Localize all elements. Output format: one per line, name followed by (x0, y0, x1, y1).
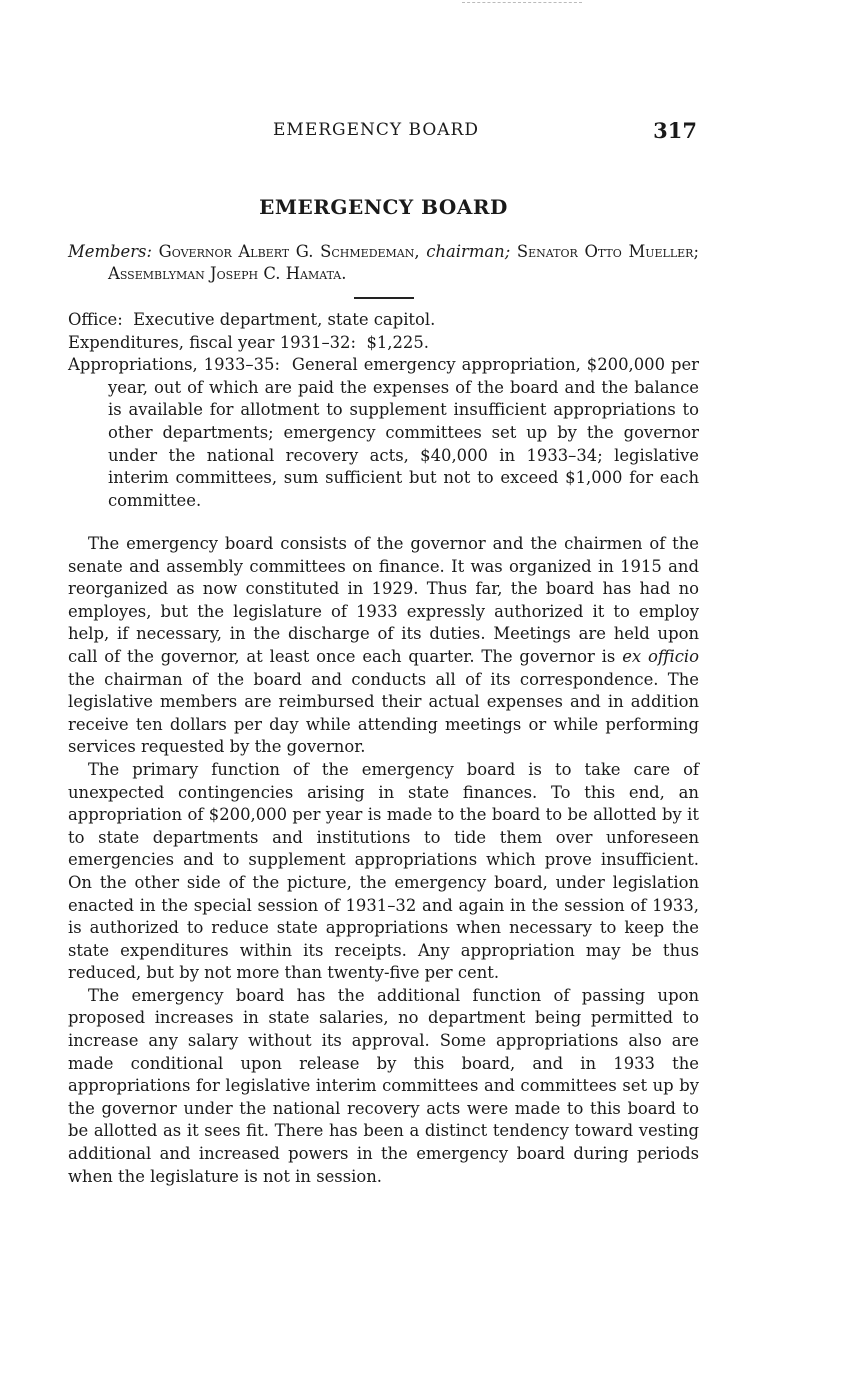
expenditures-label: Expenditures, fiscal year 1931–32: (68, 332, 357, 352)
paragraph-2: The primary function of the emergency board is to take care of unexpected contingencies arising in state finances. To this end, an appropriation of $200,000 per year is made to the board to be allotted by it to state departments and institutions to tide them over unforeseen emergencies and to supplement appropriations which prove insufficient. On the other side of the picture, the emergency board, under legislation enacted in the special session of 1931–32 and again in the session of 1933, is authorized to reduce state appropriations when necessary to keep the state expenditures within its receipts. Any appropriation may be thus reduced, but by not more than twenty-five per cent. (68, 759, 699, 983)
fact-expenditures (68, 332, 699, 355)
ex-officio-term: ex officio (622, 646, 699, 666)
body-text (68, 533, 699, 1188)
member-chairman-role: chairman; (426, 242, 511, 261)
section-divider (354, 297, 414, 299)
paragraph-3: The emergency board has the additional function of passing upon proposed increases in state salaries, no department being permitted to increase any salary without its approval. Some appropriations also are made conditional upon release by this board, and in 1933 the appropriations for legislative interim committees and committees set up by the governor under the national recovery acts were made to this board to be allotted as it sees fit. There has been a distinct tendency toward vesting additional and increased powers in the emergency board during periods when the legislature is not in session. (68, 985, 699, 1186)
paragraph-1-part-a: The emergency board consists of the governor and the chairmen of the senate and assembly committees on finance. It was organized in 1915 and reorganized as now constituted in 1929. Thus far, the board has had no employes, but the legislature of 1933 expressly authorized it to employ help, if necessary, in the discharge of its duties. Meetings are held upon call of the governor, at least once each quarter. The governor is (68, 534, 699, 666)
member-assemblyman: Assemblyman Joseph C. Hamata. (108, 264, 347, 283)
paragraph-1 (68, 533, 699, 759)
office-value: Executive department, state capitol. (133, 310, 436, 329)
members-list (68, 241, 699, 285)
office-label: Office: (68, 310, 123, 329)
top-edge-rule (462, 2, 582, 3)
members-label: Members: (68, 242, 152, 261)
fact-appropriations (68, 354, 699, 512)
expenditures-value: $1,225. (366, 332, 429, 352)
appropriations-label: Appropriations, 1933–35: (68, 355, 280, 375)
section-title: EMERGENCY BOARD (259, 195, 508, 219)
running-title: EMERGENCY BOARD (273, 120, 479, 140)
member-senator: Senator Otto Mueller; (516, 242, 699, 261)
member-governor: Governor Albert G. Schmedeman, (158, 242, 420, 261)
facts-block (68, 309, 699, 512)
paragraph-1-part-b: the chairman of the board and conducts all of its correspondence. The legislative members are reimbursed their actual expenses and in addition receive ten dollars per day while attending meetings or while performing services requested by the governor. (68, 669, 699, 757)
fact-office (68, 309, 699, 332)
appropriations-value: General emergency appropriation, $200,000 per year, out of which are paid the expenses of the board and the balance is available for allotment to supplement insufficient appropriations to other departments; emergency committees set up by the governor under the national recovery acts, $40,000 in 1933–34; legislative interim committees, sum sufficient but not to exceed $1,000 for each committee. (108, 355, 699, 510)
running-head (68, 118, 699, 144)
page-number: 317 (653, 118, 697, 143)
